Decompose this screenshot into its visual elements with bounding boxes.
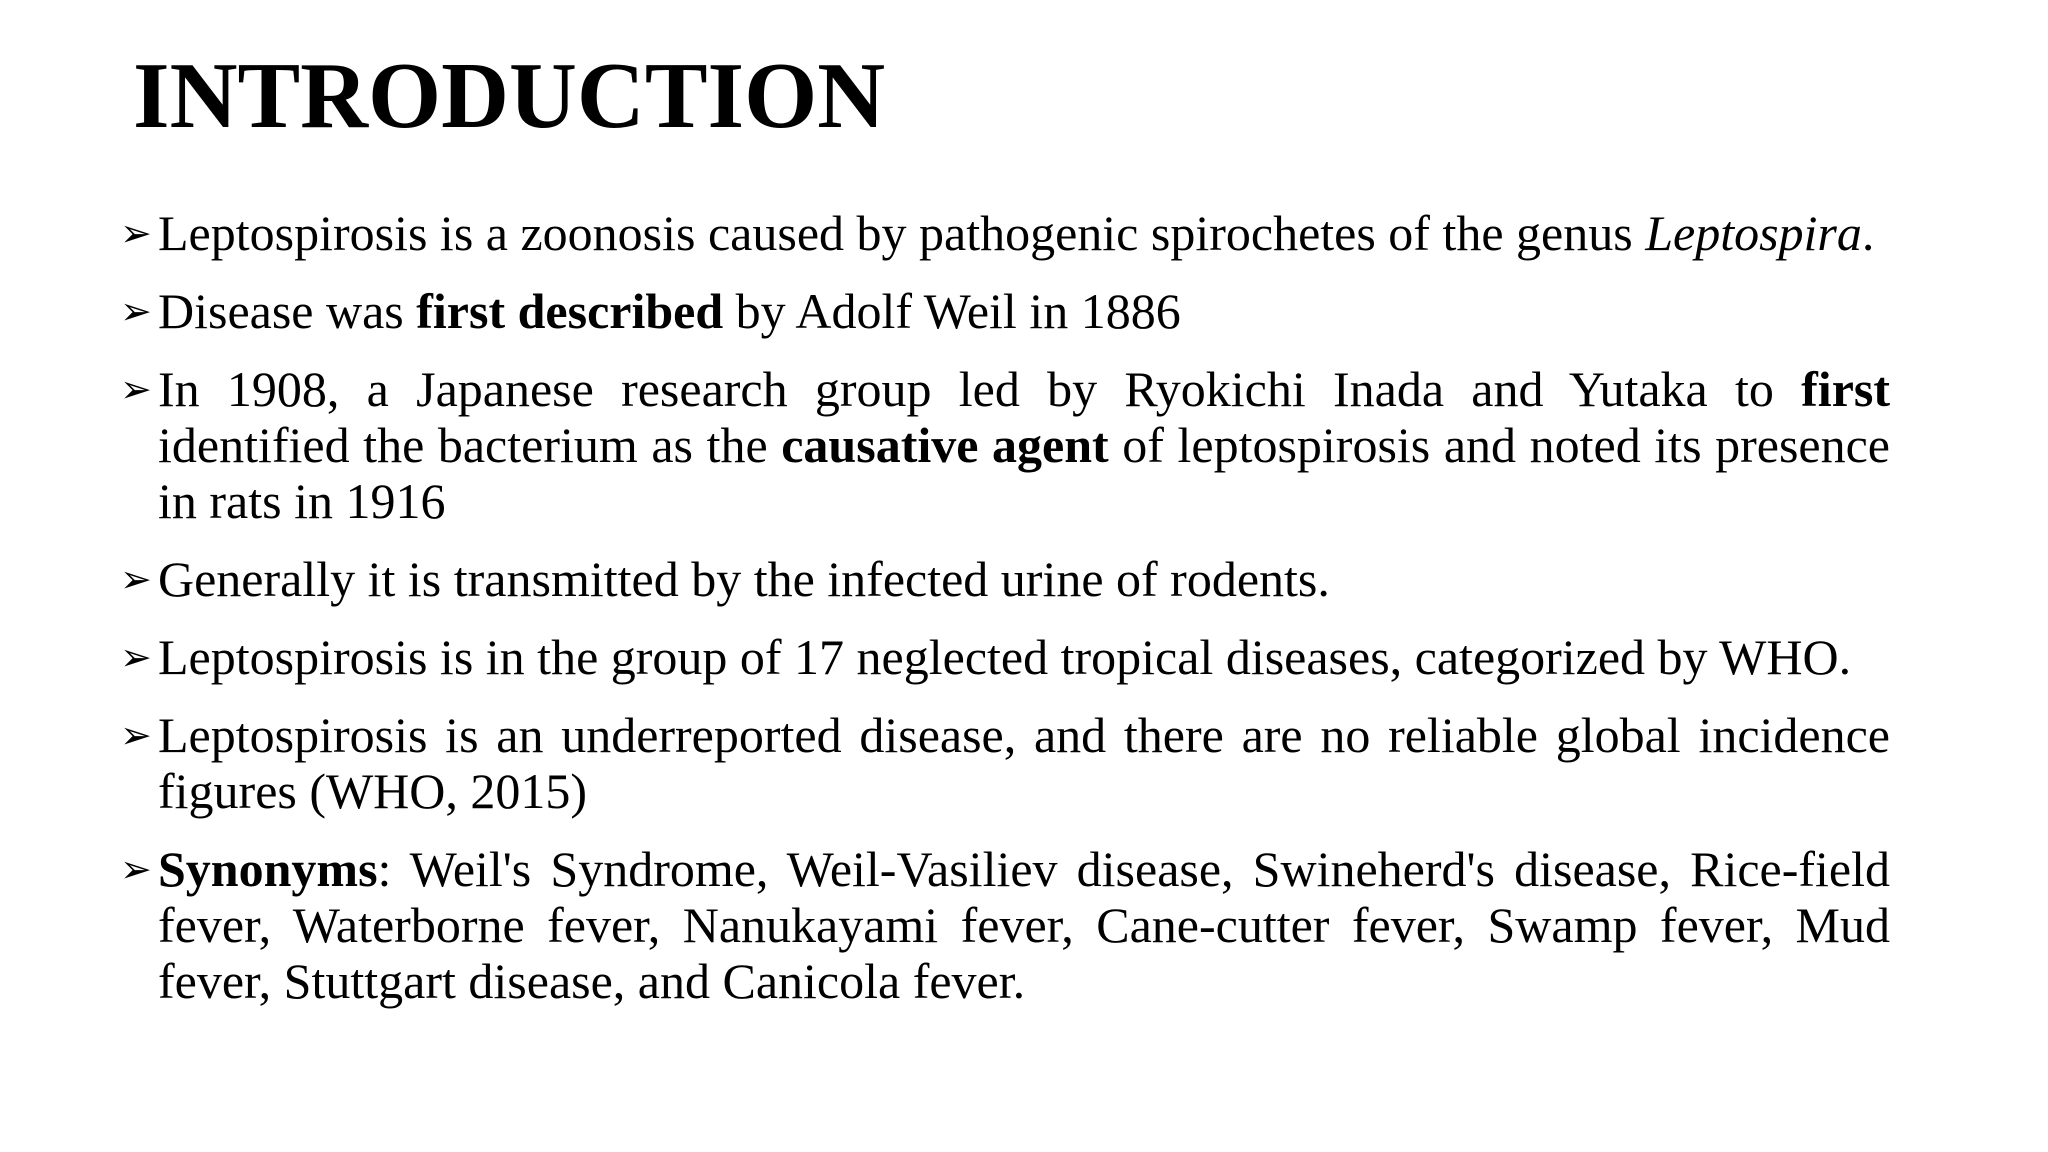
text-segment: In 1908, a Japanese research group led by Ryokichi Inada and Yutaka to — [158, 361, 1802, 417]
arrow-bullet-icon: ➢ — [120, 367, 152, 411]
bullet-item — [118, 841, 1890, 1009]
arrow-bullet-icon: ➢ — [120, 557, 152, 601]
bullet-item — [118, 361, 1890, 529]
bullet-text — [158, 841, 1890, 1009]
bold-segment: Synonyms — [158, 841, 378, 897]
bullet-text — [158, 707, 1890, 819]
bullet-text — [158, 283, 1181, 339]
text-segment: of leptospirosis and noted its presence in rats in 1916 — [158, 417, 1890, 529]
bullet-text — [158, 205, 1874, 261]
text-segment: : Weil's Syndrome, Weil-Vasiliev disease, Swineherd's disease, Rice-field fever, Waterborne fever, Nanukayami fever, Cane-cutter fever, Swamp fever, Mud fever, Stuttgart disease, and Canicola fever. — [158, 841, 1890, 1009]
arrow-bullet-icon: ➢ — [120, 713, 152, 757]
bullet-list — [118, 205, 1890, 1031]
bullet-item — [118, 629, 1890, 685]
bullet-text — [158, 361, 1890, 529]
arrow-bullet-icon: ➢ — [120, 211, 152, 255]
text-segment: Generally it is transmitted by the infected urine of rodents. — [158, 551, 1330, 607]
text-segment: Leptospirosis is an underreported disease, and there are no reliable global incidence figures (WHO, 2015) — [158, 707, 1890, 819]
arrow-bullet-icon: ➢ — [120, 847, 152, 891]
bold-segment: first described — [416, 283, 724, 339]
slide-title: INTRODUCTION — [133, 44, 886, 148]
bold-segment: first — [1801, 361, 1890, 417]
text-segment: Disease was — [158, 283, 417, 339]
bullet-text — [158, 551, 1330, 607]
bullet-item — [118, 707, 1890, 819]
bullet-item — [118, 205, 1890, 261]
text-segment: . — [1861, 205, 1875, 261]
italic-segment: Leptospira — [1645, 205, 1862, 261]
text-segment: identified the bacterium as the — [158, 417, 782, 473]
bullet-item — [118, 283, 1890, 339]
text-segment: by Adolf Weil in 1886 — [723, 283, 1181, 339]
arrow-bullet-icon: ➢ — [120, 635, 152, 679]
bullet-item — [118, 551, 1890, 607]
bold-segment: causative agent — [781, 417, 1109, 473]
bullet-text — [158, 629, 1851, 685]
text-segment: Leptospirosis is in the group of 17 neglected tropical diseases, categorized by WHO. — [158, 629, 1852, 685]
text-segment: Leptospirosis is a zoonosis caused by pathogenic spirochetes of the genus — [158, 205, 1646, 261]
arrow-bullet-icon: ➢ — [120, 289, 152, 333]
